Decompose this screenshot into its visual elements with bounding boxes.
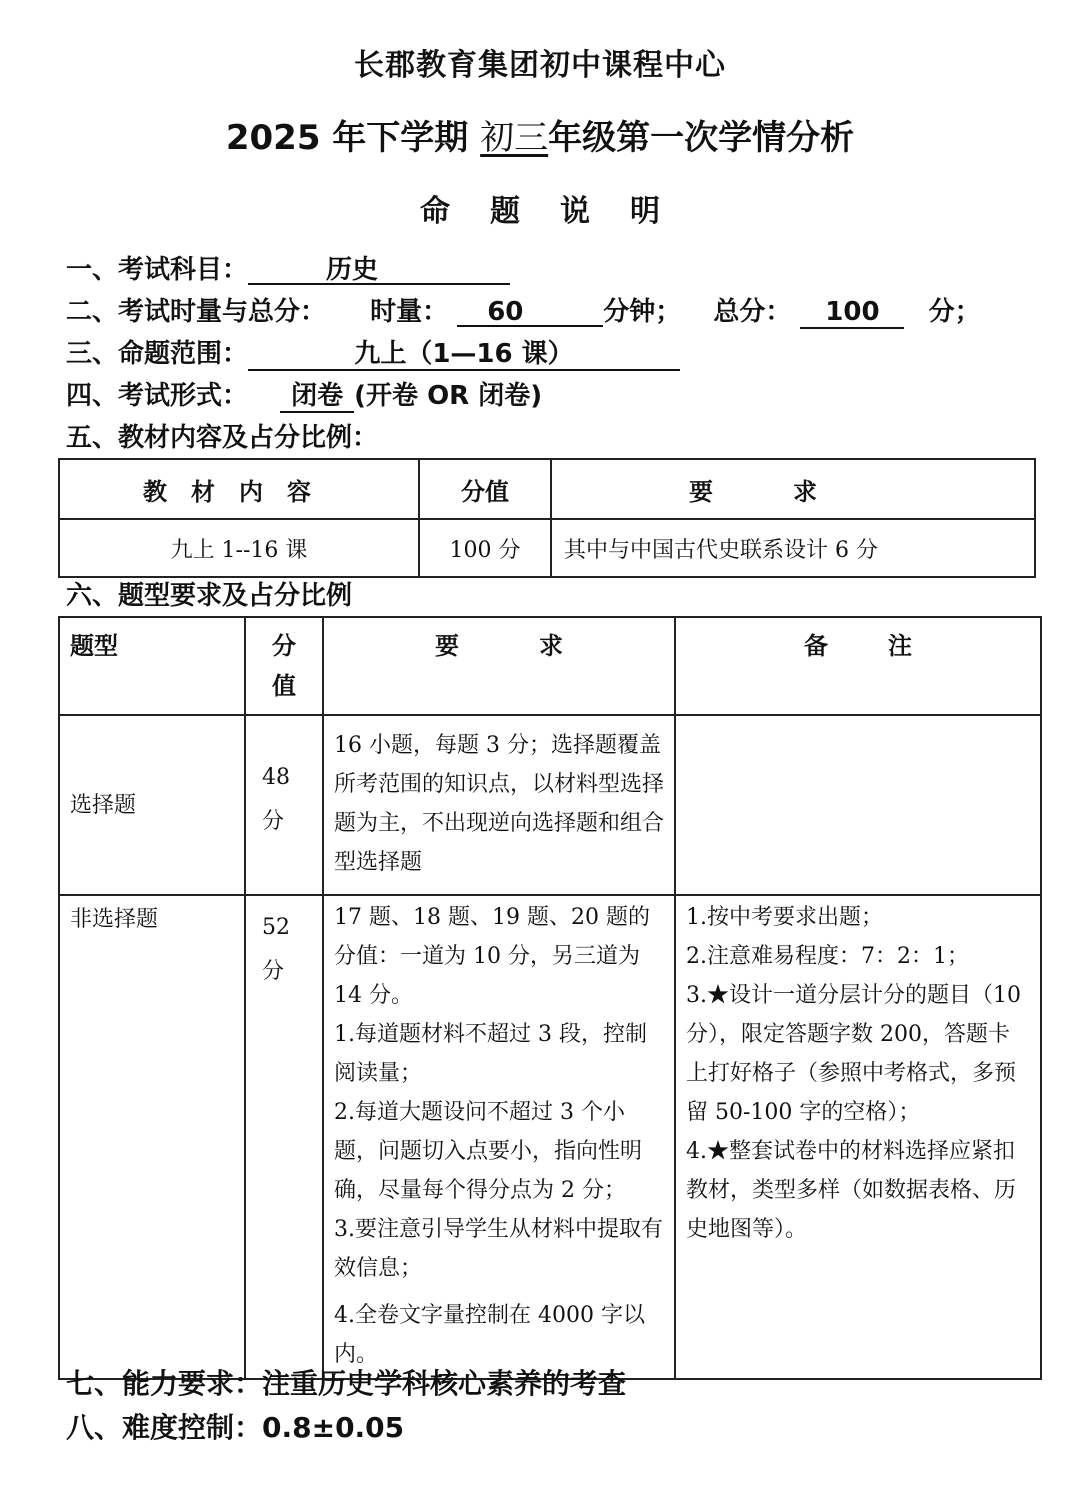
form-note: (开卷 OR 闭卷)	[354, 381, 543, 411]
content-label: 五、教材内容及占分比例：	[66, 423, 379, 453]
score-cell: 100 分	[419, 519, 551, 577]
header-requirement: 要求	[551, 459, 1035, 519]
form-line	[66, 376, 542, 416]
type-cell: 选择题	[59, 715, 245, 895]
requirement-cell: 17 题、18 题、19 题、20 题的分值：一道为 10 分，另三道为 14 分。 1.每道题材料不超过 3 段，控制阅读量； 2.每道大题设问不超过 3 个小题，问题切入点要小，指向性明确，尽量每个得分点为 2 分； 3.要注意引导学生从材料中提取有效信息； 4.全卷文字量控制在 4000 字以内。	[323, 895, 675, 1379]
requirement-cell: 其中与中国古代史联系设计 6 分	[551, 519, 1035, 577]
doc-title: 命题说明	[420, 194, 700, 229]
time-unit: 分钟；	[603, 297, 682, 327]
scope-label: 三、命题范围：	[66, 339, 249, 369]
scope-line	[66, 334, 680, 374]
content-table-header	[59, 459, 1035, 519]
header-type: 题型	[59, 617, 245, 715]
type-cell: 非选择题	[59, 895, 245, 1379]
types-label: 六、题型要求及占分比例	[66, 581, 353, 611]
header-score: 分值	[245, 617, 323, 715]
scope-value: 九上（1—16 课）	[248, 339, 680, 371]
remark-cell: 1.按中考要求出题； 2.注意难易程度：7：2：1； 3.★设计一道分层计分的题目（10分），限定答题字数 200，答题卡上打好格子（参照中考格式，多预留 50-100 字的空格）； 4.★整套试卷中的材料选择应紧扣教材，类型多样（如数据表格、历史地图等）。	[675, 895, 1041, 1379]
form-label: 四、考试形式：	[66, 381, 249, 411]
subject-value: 历史	[248, 255, 510, 285]
score-cell: 52分	[245, 895, 323, 1379]
header-content: 教材内容	[59, 459, 419, 519]
subject-line	[66, 250, 510, 290]
difficulty-line: 八、难度控制：0.8±0.05	[66, 1411, 405, 1444]
remark-cell	[675, 715, 1041, 895]
exam-title	[0, 110, 1080, 159]
ability-line: 七、能力要求：注重历史学科核心素养的考查	[66, 1367, 627, 1400]
time-label: 二、考试时量与总分：	[66, 297, 327, 327]
subject-label: 一、考试科目：	[66, 255, 249, 285]
table-row	[59, 715, 1041, 895]
time-value: 60	[457, 297, 603, 327]
score-unit: 分；	[928, 297, 981, 327]
score-sub-label: 总分：	[713, 297, 792, 327]
types-table	[58, 616, 1042, 1380]
table-row	[59, 895, 1041, 1379]
content-table	[58, 458, 1036, 578]
time-sub-label: 时量：	[370, 297, 449, 327]
score-value: 100	[800, 297, 904, 329]
org-title: 长郡教育集团初中课程中心	[354, 48, 726, 83]
types-table-header	[59, 617, 1041, 715]
table-row	[59, 519, 1035, 577]
time-line	[66, 292, 981, 332]
form-value: 闭卷	[280, 381, 354, 413]
term-text: 2025 年下学期	[225, 118, 469, 158]
score-cell: 48分	[245, 715, 323, 895]
grade-text: 初三	[480, 118, 549, 158]
exam-text: 年级第一次学情分析	[548, 118, 855, 158]
header-requirement: 要求	[323, 617, 675, 715]
content-cell: 九上 1--16 课	[59, 519, 419, 577]
header-score: 分值	[419, 459, 551, 519]
requirement-cell: 16 小题，每题 3 分；选择题覆盖所考范围的知识点，以材料型选择题为主，不出现逆向选择题和组合型选择题	[323, 715, 675, 895]
header-remark: 备注	[675, 617, 1041, 715]
